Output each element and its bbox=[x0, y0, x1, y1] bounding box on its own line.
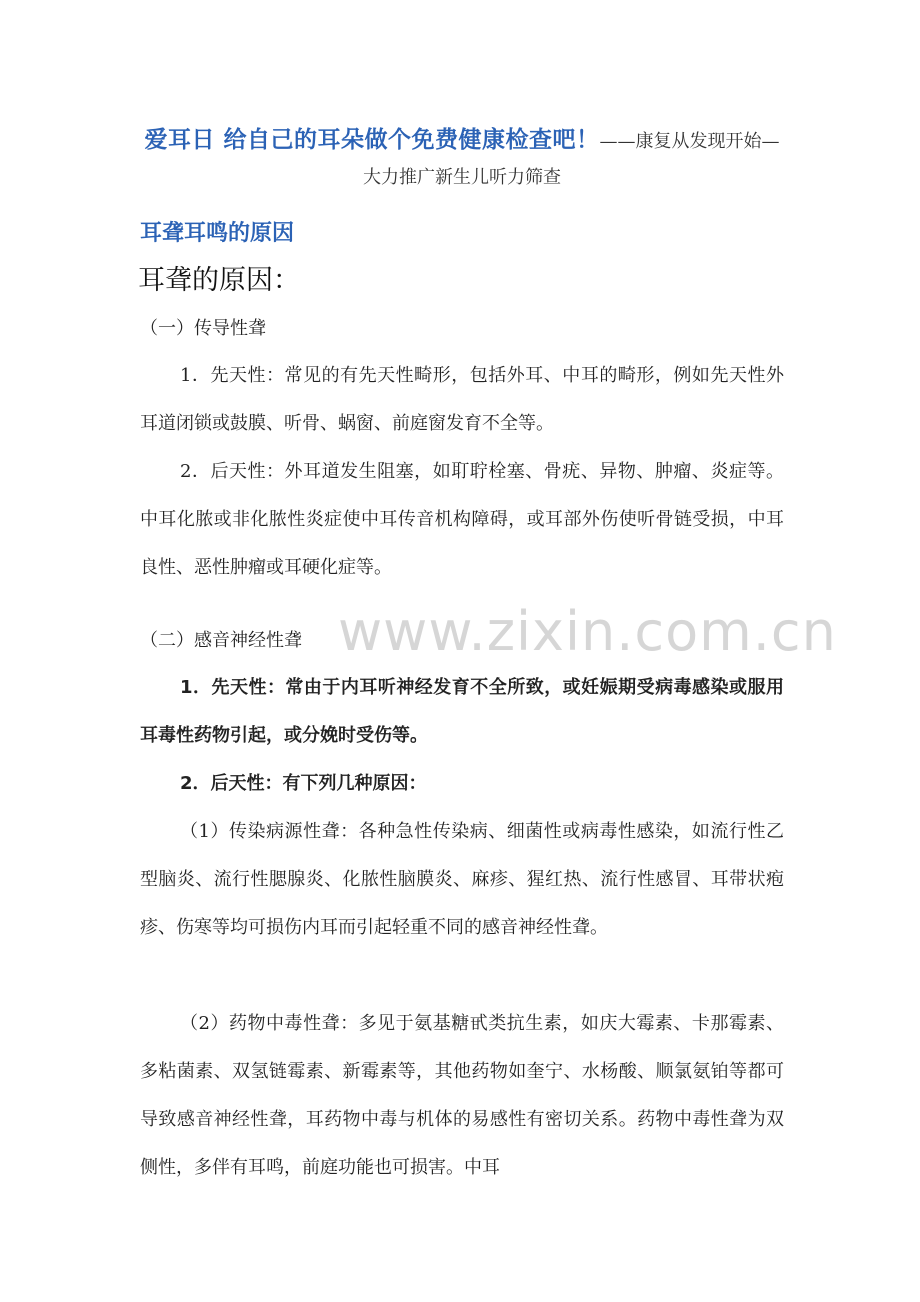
document-title bbox=[138, 122, 786, 196]
title-main: 爱耳日 给自己的耳朵做个免费健康检查吧！ bbox=[144, 127, 600, 153]
watermark: www.zixin.com.cn bbox=[338, 600, 837, 663]
conduction-item-1: 1．先天性：常见的有先天性畸形，包括外耳、中耳的畸形，例如先天性外耳道闭锁或鼓膜、听骨、蜗窗、前庭窗发育不全等。 bbox=[140, 365, 784, 434]
sensorineural-sub-2: （2）药物中毒性聋：多见于氨基糖甙类抗生素，如庆大霉素、卡那霉素、多粘菌素、双氢链霉素、新霉素等，其他药物如奎宁、水杨酸、顺氯氨铂等都可导致感音神经性聋，耳药物中毒与机体的易感性有密切关系。药物中毒性聋为双侧性，多伴有耳鸣，前庭功能也可损害。中耳 bbox=[140, 1013, 784, 1178]
sensorineural-label: （二）感音神经性聋 bbox=[140, 630, 302, 651]
sensorineural-item-2: 2．后天性：有下列几种原因： bbox=[180, 773, 427, 794]
sub-heading: 耳聋的原因： bbox=[138, 265, 300, 296]
conduction-label: （一）传导性聋 bbox=[140, 318, 266, 339]
sensorineural-sub-1: （1）传染病源性聋：各种急性传染病、细菌性或病毒性感染，如流行性乙型脑炎、流行性腮腺炎、化脓性脑膜炎、麻疹、猩红热、流行性感冒、耳带状疱疹、伤寒等均可损伤内耳而引起轻重不同的感音神经性聋。 bbox=[140, 821, 784, 938]
title-subtitle: ——康复从发现开始—大力推广新生儿听力筛查 bbox=[363, 131, 780, 188]
section-heading: 耳聋耳鸣的原因 bbox=[140, 221, 295, 246]
sensorineural-item-1: 1．先天性：常由于内耳听神经发育不全所致，或妊娠期受病毒感染或服用耳毒性药物引起，或分娩时受伤等。 bbox=[140, 677, 784, 746]
conduction-item-2: 2．后天性：外耳道发生阻塞，如耵聍栓塞、骨疣、异物、肿瘤、炎症等。中耳化脓或非化脓性炎症使中耳传音机构障碍，或耳部外伤使听骨链受损，中耳良性、恶性肿瘤或耳硬化症等。 bbox=[140, 461, 784, 578]
